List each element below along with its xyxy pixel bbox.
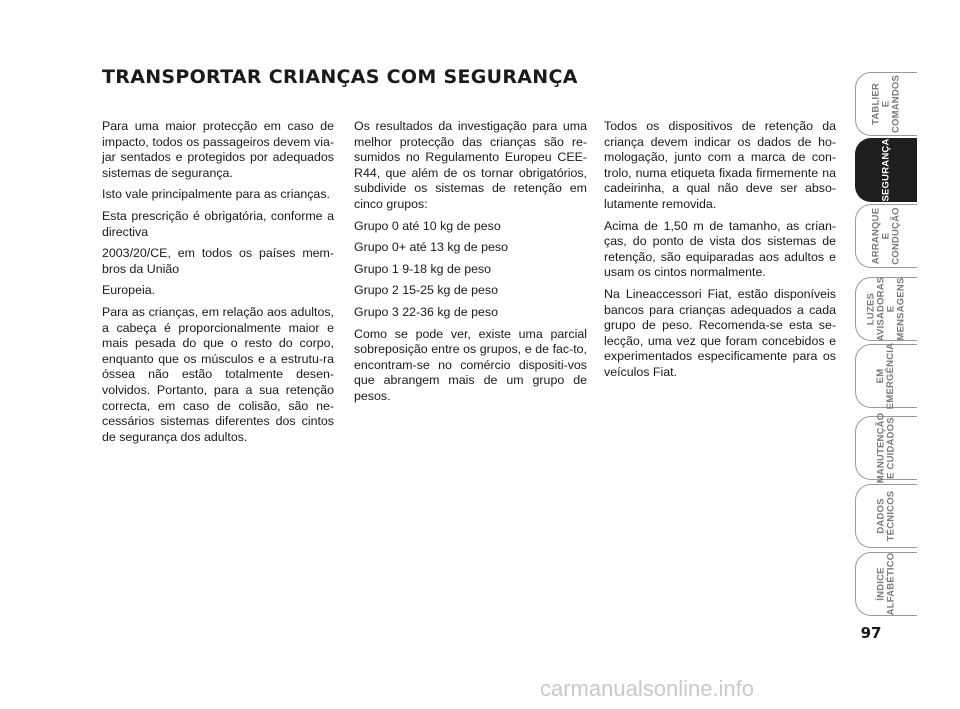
paragraph: Esta prescrição é obrigatória, conforme a directiva	[102, 208, 334, 239]
group-item: Grupo 0+ até 13 kg de peso	[354, 240, 508, 255]
text-column-3	[604, 119, 836, 387]
tab-label: ARRANQUE E CONDUÇÃO	[870, 207, 902, 265]
text-column-1	[102, 119, 334, 451]
tab-manutencao-e-cuidados[interactable]	[855, 412, 917, 484]
page-title: TRANSPORTAR CRIANÇAS COM SEGURANÇA	[102, 66, 578, 88]
tab-indice-alfabetico[interactable]	[855, 552, 917, 616]
paragraph: Todos os dispositivos de retenção da criança devem indicar os dados de ho-mologação, junto com a marca de con-trolo, numa etiqueta fixada firmemente na cadeirinha, a qual não deve ser abso-lutamente removida.	[604, 119, 836, 211]
watermark: carmanualsonline.info	[540, 676, 755, 701]
tab-seguranca[interactable]	[855, 138, 917, 202]
tab-em-emergencia[interactable]	[855, 344, 917, 408]
paragraph: Como se pode ver, existe uma parcial sobreposição entre os grupos, e de fac-to, encontram-se no comércio dispositi-vos que abrangem mais de um grupo de pesos.	[354, 326, 587, 403]
paragraph: Isto vale principalmente para as crianças.	[102, 187, 330, 202]
paragraph: Acima de 1,50 m de tamanho, as crian-ças, do ponto de vista dos sistemas de retenção, são equiparadas aos adultos e usam os cintos normalmente.	[604, 218, 836, 280]
tab-label: LUZES AVISADORAS E MENSAGENS	[865, 276, 907, 342]
tab-arranque-e-conducao[interactable]	[855, 204, 917, 268]
tab-tablier-e-comandos[interactable]	[855, 72, 917, 136]
tab-dados-tecnicos[interactable]	[855, 484, 917, 548]
tab-luzes-avisadoras[interactable]	[855, 277, 917, 341]
text-column-2	[354, 119, 587, 411]
paragraph: Europeia.	[102, 283, 156, 298]
page-number: 97	[860, 624, 882, 642]
tab-label: EM EMERGÊNCIA	[875, 342, 897, 410]
group-item: Grupo 2 15-25 kg de peso	[354, 283, 498, 298]
tab-label: SEGURANÇA	[880, 138, 892, 202]
paragraph: Para as crianças, em relação aos adultos, a cabeça é proporcionalmente maior e mais pesada do que o resto do corpo, enquanto que os músculos e a estrutu-ra óssea não estão totalmente desen-volvidos. Portanto, para a sua retenção correcta, em caso de colisão, são ne-cessários sistemas diferentes dos cintos de segurança dos adultos.	[102, 304, 334, 444]
paragraph: Na Lineaccessori Fiat, estão disponíveis bancos para crianças adequados a cada grupo de peso. Recomenda-se esta se-lecção, uma vez que foram concebidos e experimentados especificamente para os veículos Fiat.	[604, 286, 836, 379]
tab-label: DADOS TÉCNICOS	[875, 490, 897, 542]
group-item: Grupo 1 9-18 kg de peso	[354, 261, 492, 276]
tab-label: MANUTENÇÃO E CUIDADOS	[875, 412, 897, 484]
group-item: Grupo 0 até 10 kg de peso	[354, 218, 501, 233]
paragraph: Para uma maior protecção em caso de impacto, todos os passageiros devem via-jar sentados e protegidos por adequados sistemas de segurança.	[102, 119, 334, 180]
tab-label: ÍNDICE ALFABÉTICO	[875, 552, 897, 616]
paragraph: 2003/20/CE, em todos os países mem-bros da União	[102, 246, 334, 276]
group-item: Grupo 3 22-36 kg de peso	[354, 304, 498, 319]
paragraph: Os resultados da investigação para uma melhor protecção das crianças são re-sumidos no Regulamento Europeu CEE-R44, que além de os tornar obrigatórios, subdivide os sistemas de retenção em cinco grupos:	[354, 119, 587, 211]
tab-label: TABLIER E COMANDOS	[870, 74, 902, 134]
